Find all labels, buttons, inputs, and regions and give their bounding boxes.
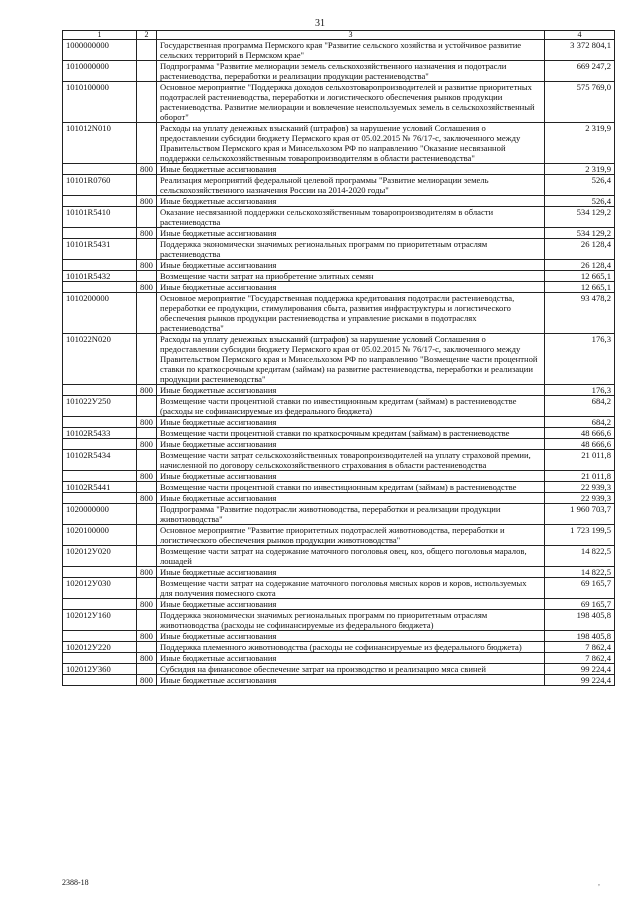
cell-amount: 99 224,4 — [545, 675, 615, 686]
table-row — [63, 239, 615, 260]
cell-amount: 198 405,8 — [545, 610, 615, 631]
page-number: 31 — [315, 18, 325, 29]
cell-code — [63, 417, 137, 428]
column-header-description: 3 — [157, 31, 545, 40]
cell-amount: 69 165,7 — [545, 578, 615, 599]
cell-code: 102012У220 — [63, 642, 137, 653]
table-row — [63, 123, 615, 164]
column-header-code: 1 — [63, 31, 137, 40]
cell-code — [63, 228, 137, 239]
cell-description: Подпрограмма "Развитие подотрасли животноводства, переработки и реализации продукции животноводства" — [157, 504, 545, 525]
document-code: 2388-18 — [62, 878, 89, 887]
cell-amount: 99 224,4 — [545, 664, 615, 675]
cell-amount: 69 165,7 — [545, 599, 615, 610]
cell-description: Иные бюджетные ассигнования — [157, 196, 545, 207]
cell-description: Иные бюджетные ассигнования — [157, 599, 545, 610]
cell-amount: 7 862,4 — [545, 653, 615, 664]
cell-code: 1010100000 — [63, 82, 137, 123]
header-row — [63, 31, 615, 40]
cell-description: Поддержка племенного животноводства (расходы не софинансируемые из федерального бюджета) — [157, 642, 545, 653]
cell-amount: 575 769,0 — [545, 82, 615, 123]
cell-code: 1020000000 — [63, 504, 137, 525]
cell-description: Расходы на уплату денежных взысканий (штрафов) за нарушение условий Соглашения о предоставлении субсидии бюджету Пермского края от 05.02.2015 № 76/17-с, заключенного между Правительством Пермского края и Минсельхозом РФ по направлению "Возмещение части процентной ставки по краткосрочным кредитам (займам) на развитие растениеводства, переработки и реализации продукции растениеводства" — [157, 334, 545, 385]
cell-kind: 800 — [137, 493, 157, 504]
cell-amount: 2 319,9 — [545, 123, 615, 164]
cell-code: 101012N010 — [63, 123, 137, 164]
cell-kind — [137, 664, 157, 675]
cell-description: Иные бюджетные ассигнования — [157, 260, 545, 271]
cell-kind — [137, 396, 157, 417]
cell-code: 10101R5432 — [63, 271, 137, 282]
cell-kind — [137, 123, 157, 164]
cell-kind — [137, 450, 157, 471]
table-row — [63, 653, 615, 664]
cell-code — [63, 260, 137, 271]
table-row — [63, 207, 615, 228]
cell-amount: 669 247,2 — [545, 61, 615, 82]
table-row — [63, 610, 615, 631]
cell-code: 1010200000 — [63, 293, 137, 334]
cell-code: 102012У030 — [63, 578, 137, 599]
cell-description: Государственная программа Пермского края "Развитие сельского хозяйства и устойчивое развитие сельских территорий в Пермском крае" — [157, 40, 545, 61]
cell-amount: 7 862,4 — [545, 642, 615, 653]
cell-description: Иные бюджетные ассигнования — [157, 653, 545, 664]
cell-code: 102012У160 — [63, 610, 137, 631]
cell-amount: 26 128,4 — [545, 260, 615, 271]
cell-kind — [137, 610, 157, 631]
table-row — [63, 428, 615, 439]
cell-description: Основное мероприятие "Развитие приоритетных подотраслей животноводства, переработки и логистического обеспечения рынков продукции животноводства" — [157, 525, 545, 546]
cell-kind — [137, 82, 157, 123]
cell-code — [63, 196, 137, 207]
table-row — [63, 196, 615, 207]
cell-code — [63, 164, 137, 175]
cell-description: Поддержка экономически значимых региональных программ по приоритетным отраслям животноводства (расходы не софинансируемые из федерального бюджета) — [157, 610, 545, 631]
cell-amount: 3 372 804,1 — [545, 40, 615, 61]
cell-description: Иные бюджетные ассигнования — [157, 164, 545, 175]
table-row — [63, 228, 615, 239]
table-row — [63, 271, 615, 282]
table-row — [63, 396, 615, 417]
cell-code: 101022У250 — [63, 396, 137, 417]
cell-description: Реализация мероприятий федеральной целевой программы "Развитие мелиорации земель сельскохозяйственного назначения России на 2014-2020 годы" — [157, 175, 545, 196]
cell-description: Основное мероприятие "Поддержка доходов сельхозтоваропроизводителей и развитие приоритетных подотраслей растениеводства, переработки и логистического обеспечения рынков продукции растениеводства. Развитие мелиорации и вовлечение неиспользуемых земель в сельскохозяйственный оборот" — [157, 82, 545, 123]
cell-kind — [137, 207, 157, 228]
cell-amount: 14 822,5 — [545, 546, 615, 567]
cell-amount: 684,2 — [545, 396, 615, 417]
cell-description: Иные бюджетные ассигнования — [157, 417, 545, 428]
cell-kind: 800 — [137, 260, 157, 271]
cell-amount: 176,3 — [545, 334, 615, 385]
column-header-kind: 2 — [137, 31, 157, 40]
cell-amount: 21 011,8 — [545, 471, 615, 482]
cell-kind: 800 — [137, 653, 157, 664]
cell-code: 102012У020 — [63, 546, 137, 567]
table-header — [63, 31, 615, 40]
cell-kind: 800 — [137, 675, 157, 686]
cell-kind: 800 — [137, 439, 157, 450]
cell-amount: 534 129,2 — [545, 228, 615, 239]
table-row — [63, 504, 615, 525]
cell-kind — [137, 40, 157, 61]
table-row — [63, 385, 615, 396]
cell-kind — [137, 642, 157, 653]
cell-description: Возмещение части затрат на содержание маточного поголовья мясных коров и коров, используемых для получения помесного скота — [157, 578, 545, 599]
table-row — [63, 61, 615, 82]
cell-description: Возмещение части затрат на содержание маточного поголовья овец, коз, общего поголовья маралов, лошадей — [157, 546, 545, 567]
cell-kind: 800 — [137, 282, 157, 293]
table-row — [63, 525, 615, 546]
table-body — [63, 40, 615, 686]
cell-amount: 176,3 — [545, 385, 615, 396]
cell-description: Возмещение части затрат на приобретение элитных семян — [157, 271, 545, 282]
cell-code: 1000000000 — [63, 40, 137, 61]
cell-description: Возмещение части процентной ставки по инвестиционным кредитам (займам) в растениеводстве (расходы не софинансируемые из федерального бюджета) — [157, 396, 545, 417]
cell-description: Иные бюджетные ассигнования — [157, 493, 545, 504]
cell-description: Субсидия на финансовое обеспечение затрат на производство и реализацию мяса свиней — [157, 664, 545, 675]
cell-code: 10102R5434 — [63, 450, 137, 471]
column-header-amount: 4 — [545, 31, 615, 40]
cell-kind: 800 — [137, 631, 157, 642]
table-row — [63, 482, 615, 493]
cell-code — [63, 567, 137, 578]
cell-kind — [137, 175, 157, 196]
budget-table — [62, 30, 615, 686]
table-row — [63, 546, 615, 567]
cell-kind — [137, 525, 157, 546]
cell-code — [63, 675, 137, 686]
cell-code — [63, 439, 137, 450]
cell-amount: 534 129,2 — [545, 207, 615, 228]
cell-code — [63, 282, 137, 293]
cell-kind — [137, 293, 157, 334]
cell-description: Подпрограмма "Развитие мелиорации земель сельскохозяйственного назначения и подотрасли растениеводства, переработки и реализации продукции растениеводства" — [157, 61, 545, 82]
cell-code — [63, 471, 137, 482]
cell-kind: 800 — [137, 599, 157, 610]
cell-code — [63, 631, 137, 642]
cell-amount: 14 822,5 — [545, 567, 615, 578]
table-row — [63, 40, 615, 61]
cell-amount: 26 128,4 — [545, 239, 615, 260]
cell-description: Возмещение части процентной ставки по краткосрочным кредитам (займам) в растениеводстве — [157, 428, 545, 439]
cell-code — [63, 385, 137, 396]
cell-code: 10102R5441 — [63, 482, 137, 493]
cell-code — [63, 653, 137, 664]
table-row — [63, 334, 615, 385]
table-row — [63, 471, 615, 482]
table-row — [63, 631, 615, 642]
cell-description: Возмещение части затрат сельскохозяйственных товаропроизводителей на уплату страховой премии, начисленной по договору сельскохозяйственного страхования в области растениеводства — [157, 450, 545, 471]
cell-kind — [137, 546, 157, 567]
table-row — [63, 164, 615, 175]
cell-kind — [137, 428, 157, 439]
table-row — [63, 493, 615, 504]
cell-amount: 526,4 — [545, 175, 615, 196]
cell-amount: 21 011,8 — [545, 450, 615, 471]
cell-code: 10102R5433 — [63, 428, 137, 439]
cell-amount: 198 405,8 — [545, 631, 615, 642]
cell-amount: 48 666,6 — [545, 439, 615, 450]
cell-description: Основное мероприятие "Государственная поддержка кредитования подотрасли растениеводства, переработки ее продукции, стимулирования сбыта, развития инфраструктуры и логистического обеспечения рынков продукции растениеводства и управление рисками в подотраслях растениеводства" — [157, 293, 545, 334]
cell-amount: 12 665,1 — [545, 282, 615, 293]
table-row — [63, 82, 615, 123]
cell-amount: 1 960 703,7 — [545, 504, 615, 525]
cell-amount: 93 478,2 — [545, 293, 615, 334]
cell-kind: 800 — [137, 385, 157, 396]
cell-amount: 22 939,3 — [545, 482, 615, 493]
cell-description: Расходы на уплату денежных взысканий (штрафов) за нарушение условий Соглашения о предоставлении субсидии бюджету Пермского края от 05.02.2015 № 76/17-с, заключенного между Правительством Пермского края и Минсельхозом РФ по направлению "Оказание несвязанной поддержки сельскохозяйственным товаропроизводителям в области растениеводства" — [157, 123, 545, 164]
cell-code — [63, 599, 137, 610]
table-row — [63, 282, 615, 293]
table-row — [63, 260, 615, 271]
cell-code — [63, 493, 137, 504]
cell-description: Возмещение части процентной ставки по инвестиционным кредитам (займам) в растениеводстве — [157, 482, 545, 493]
table-row — [63, 450, 615, 471]
cell-kind — [137, 578, 157, 599]
cell-description: Иные бюджетные ассигнования — [157, 439, 545, 450]
cell-code: 10101R5410 — [63, 207, 137, 228]
table-row — [63, 293, 615, 334]
cell-kind — [137, 334, 157, 385]
table-row — [63, 578, 615, 599]
cell-description: Поддержка экономически значимых региональных программ по приоритетным отраслям растениеводства — [157, 239, 545, 260]
cell-amount: 684,2 — [545, 417, 615, 428]
cell-description: Иные бюджетные ассигнования — [157, 631, 545, 642]
cell-description: Иные бюджетные ассигнования — [157, 471, 545, 482]
cell-description: Иные бюджетные ассигнования — [157, 228, 545, 239]
table-row — [63, 664, 615, 675]
cell-amount: 12 665,1 — [545, 271, 615, 282]
page-mark: , — [598, 878, 600, 887]
cell-kind: 800 — [137, 471, 157, 482]
cell-amount: 22 939,3 — [545, 493, 615, 504]
cell-code: 101022N020 — [63, 334, 137, 385]
cell-kind — [137, 504, 157, 525]
cell-amount: 48 666,6 — [545, 428, 615, 439]
table-row — [63, 567, 615, 578]
table-row — [63, 642, 615, 653]
cell-kind — [137, 239, 157, 260]
cell-kind — [137, 271, 157, 282]
cell-amount: 526,4 — [545, 196, 615, 207]
table-row — [63, 417, 615, 428]
table-row — [63, 599, 615, 610]
cell-kind: 800 — [137, 417, 157, 428]
cell-kind: 800 — [137, 196, 157, 207]
table-row — [63, 175, 615, 196]
cell-description: Иные бюджетные ассигнования — [157, 675, 545, 686]
cell-amount: 2 319,9 — [545, 164, 615, 175]
table-row — [63, 439, 615, 450]
cell-code: 10101R0760 — [63, 175, 137, 196]
table-row — [63, 675, 615, 686]
cell-kind — [137, 61, 157, 82]
cell-description: Иные бюджетные ассигнования — [157, 282, 545, 293]
cell-kind — [137, 482, 157, 493]
cell-description: Оказание несвязанной поддержки сельскохозяйственным товаропроизводителям в области растениеводства — [157, 207, 545, 228]
cell-kind: 800 — [137, 164, 157, 175]
cell-code: 1010000000 — [63, 61, 137, 82]
cell-amount: 1 723 199,5 — [545, 525, 615, 546]
cell-description: Иные бюджетные ассигнования — [157, 385, 545, 396]
cell-kind: 800 — [137, 228, 157, 239]
cell-description: Иные бюджетные ассигнования — [157, 567, 545, 578]
cell-code: 102012У360 — [63, 664, 137, 675]
cell-kind: 800 — [137, 567, 157, 578]
cell-code: 1020100000 — [63, 525, 137, 546]
cell-code: 10101R5431 — [63, 239, 137, 260]
